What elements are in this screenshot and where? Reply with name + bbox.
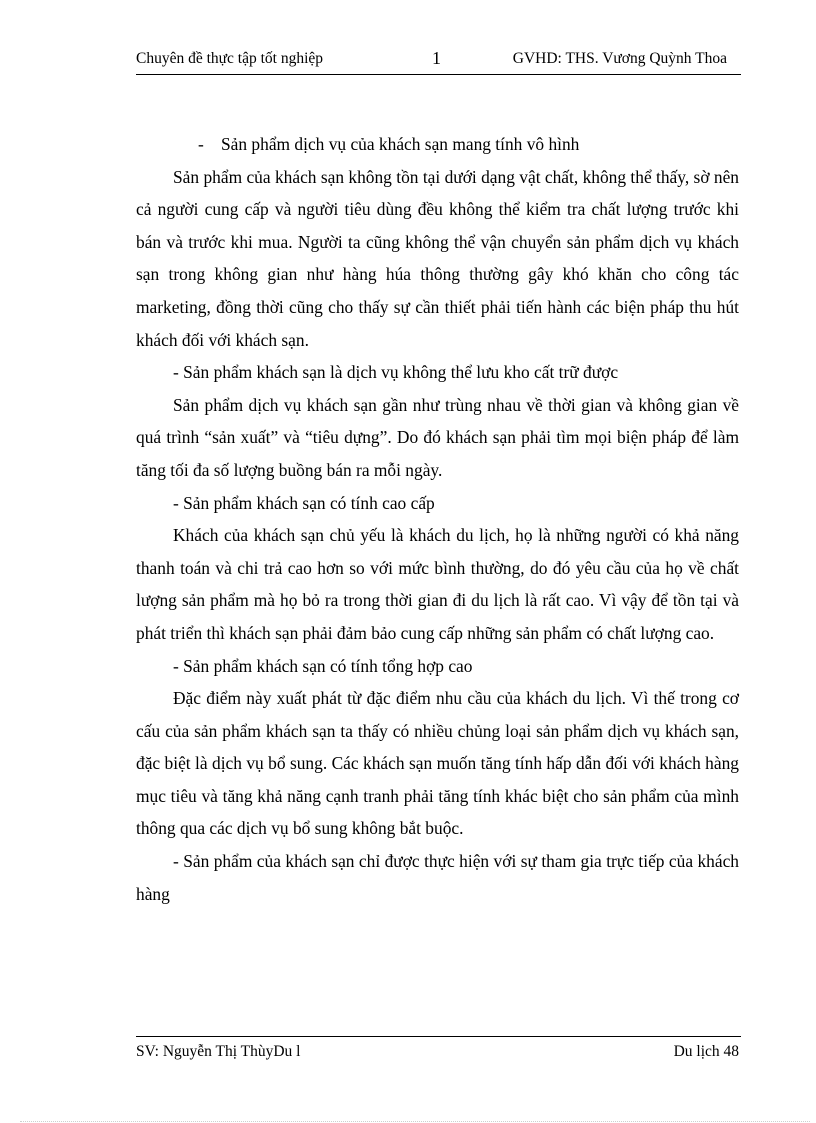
document-body bbox=[136, 128, 739, 910]
page-footer bbox=[136, 1036, 741, 1060]
paragraph-3: Khách của khách sạn chủ yếu là khách du lịch, họ là những người có khả năng thanh toán và chi trả cao hơn so với mức bình thường, do đó yêu cầu của họ về chất lượng sản phẩm mà họ bỏ ra trong thời gian đi du lịch là rất cao. Vì vậy để tồn tại và phát triển thì khách sạn phải đảm bảo cung cấp những sản phẩm có chất lượng cao. bbox=[136, 525, 739, 643]
bullet-heading-1 bbox=[136, 128, 739, 161]
page-bottom-divider bbox=[20, 1121, 810, 1122]
footer-class: Du lịch 48 bbox=[673, 1043, 739, 1060]
header-title: Chuyên đề thực tập tốt nghiệp bbox=[136, 50, 324, 67]
heading-5: - Sản phẩm của khách sạn chỉ được thực hiện với sự tham gia trực tiếp của khách hàng bbox=[136, 851, 739, 904]
bullet-dash: - bbox=[198, 134, 204, 154]
page-header bbox=[136, 46, 741, 75]
heading-4: - Sản phẩm khách sạn có tính tổng hợp cao bbox=[173, 655, 473, 676]
bullet-heading-1-text: Sản phẩm dịch vụ của khách sạn mang tính vô hình bbox=[221, 134, 580, 154]
paragraph-4: Đặc điểm này xuất phát từ đặc điểm nhu cầu của khách du lịch. Vì thế trong cơ cấu của sản phẩm khách sạn ta thấy có nhiều chủng loại sản phẩm dịch vụ khách sạn, đặc biệt là dịch vụ bổ sung. Các khách sạn muốn tăng tính hấp dẫn đối với khách hàng mục tiêu và tăng khả năng cạnh tranh phải tăng tính khác biệt cho sản phẩm của mình thông qua các dịch vụ bổ sung không bắt buộc. bbox=[136, 688, 739, 839]
heading-2: - Sản phẩm khách sạn là dịch vụ không thể lưu kho cất trữ được bbox=[173, 362, 619, 383]
footer-student: SV: Nguyễn Thị ThùyDu l bbox=[136, 1043, 301, 1060]
heading-3: - Sản phẩm khách sạn có tính cao cấp bbox=[173, 492, 435, 513]
page-number: 1 bbox=[432, 48, 441, 68]
paragraph-2: Sản phẩm dịch vụ khách sạn gần như trùng nhau về thời gian và không gian về quá trình “sản xuất” và “tiêu dựng”. Do đó khách sạn phải tìm mọi biện pháp để làm tăng tối đa số lượng buồng bán ra mỗi ngày. bbox=[136, 394, 739, 480]
paragraph-1: Sản phẩm của khách sạn không tồn tại dưới dạng vật chất, không thể thấy, sờ nên cả người cung cấp và người tiêu dùng đều không thể kiểm tra chất lượng trước khi bán và trước khi mua. Người ta cũng không thể vận chuyển sản phẩm dịch vụ khách sạn trong không gian như hàng húa thông thường gây khó khăn cho công tác marketing, đồng thời cũng cho thấy sự cần thiết phải tiến hành các biện pháp thu hút khách đối với khách sạn. bbox=[136, 166, 739, 350]
header-supervisor: GVHD: THS. Vương Quỳnh Thoa bbox=[512, 50, 727, 67]
